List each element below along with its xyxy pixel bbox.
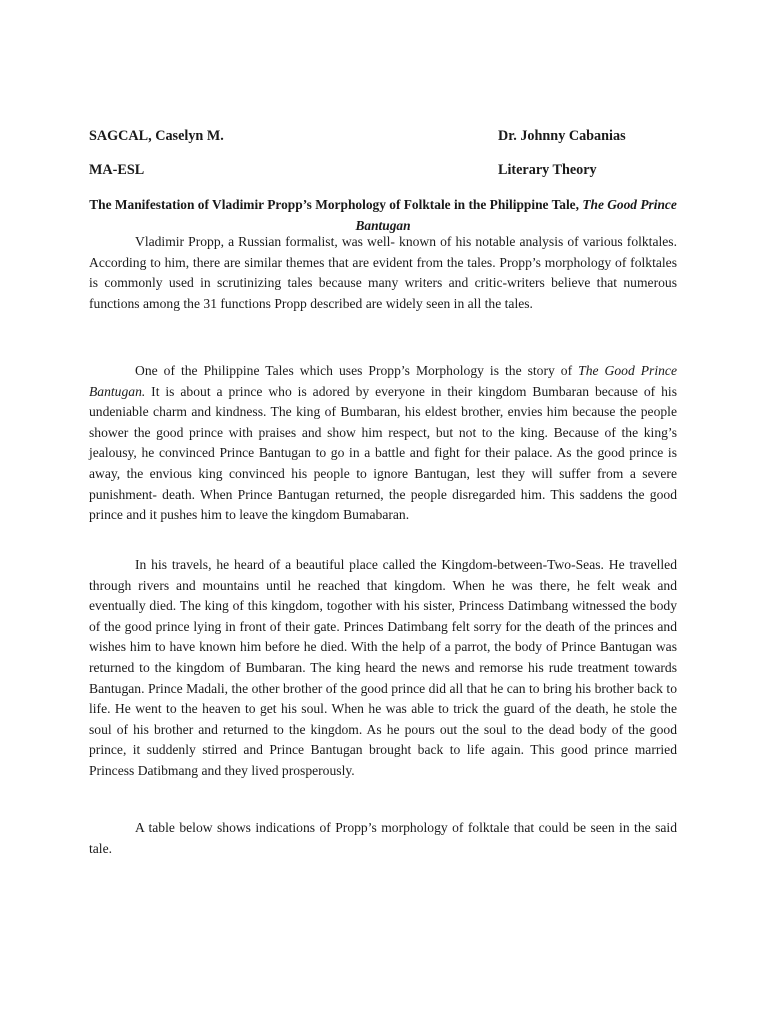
program-label: MA-ESL bbox=[89, 162, 145, 178]
paragraph-summary-start: One of the Philippine Tales which uses Propp’s Morphology is the story of bbox=[135, 363, 579, 378]
course-label: Literary Theory bbox=[498, 162, 597, 178]
title-italic: The Good Prince Bantugan bbox=[355, 197, 677, 233]
paragraph-summary-rest: It is about a prince who is adored by everyone in their kingdom Bumbaran because of his undeniable charm and kindness. The king of Bumbaran, his eldest brother, envies him because the people shower the good prince with praises and show him respect, but not to the king. Because of the king’s jealousy, he convinced Prince Bantugan to go in a battle and fight for their palace. As the good prince is away, the envious king convinced his people to ignore Bantugan, lest they will suffer from a severe punishment- death. When Prince Bantugan returned, the people disregarded him. This saddens the good prince and it pushes him to leave the kingdom Bumabaran. bbox=[89, 383, 677, 523]
paragraph-intro: Vladimir Propp, a Russian formalist, was well- known of his notable analysis of various folktales. According to him, there are similar themes that are evident from the tales. Propp’s morphology of folktales is commonly used in scrutinizing tales because many writers and critic-writers believe that numerous functions among the 31 functions Propp described are widely seen in all the tales. bbox=[89, 234, 677, 311]
paragraph-table-intro: A table below shows indications of Propp’s morphology of folktale that could be seen in the said tale. bbox=[89, 820, 677, 856]
student-name: SAGCAL, Caselyn M. bbox=[89, 128, 224, 144]
paragraph-summary bbox=[89, 361, 677, 526]
professor-name: Dr. Johnny Cabanias bbox=[498, 128, 626, 144]
paragraph-travels: In his travels, he heard of a beautiful place called the Kingdom-between-Two-Seas. He travelled through rivers and mountains until he reached that kingdom. When he was there, he felt weak and eventually died. The king of this kingdom, togother with his sister, Princess Datimbang witnessed the body of the good prince lying in front of their gate. Princes Datimbang felt sorry for the death of the princes and wishes him to have known him before he died. With the help of a parrot, the body of Prince Bantugan was returned to the kingdom of Bumbaran. The king heard the news and remorse his rude treatment towards Bantugan. Prince Madali, the other brother of the good prince did all that he can to bring his brother back to life. He went to the heaven to get his soul. When he was able to trick the guard of the death, he stole the soul of his brother and returned to the kingdom. As he pours out the soul to the dead body of the good prince, it suddenly stirred and Prince Bantugan brought back to life again. This good prince married Princess Datibmang and they lived prosperously. bbox=[89, 557, 677, 778]
paragraph-summary-title: The Good Prince Bantugan. bbox=[89, 363, 677, 399]
title-main: The Manifestation of Vladimir Propp’s Morphology of Folktale in the Philippine Tale, bbox=[89, 197, 583, 212]
document-title bbox=[89, 194, 677, 236]
